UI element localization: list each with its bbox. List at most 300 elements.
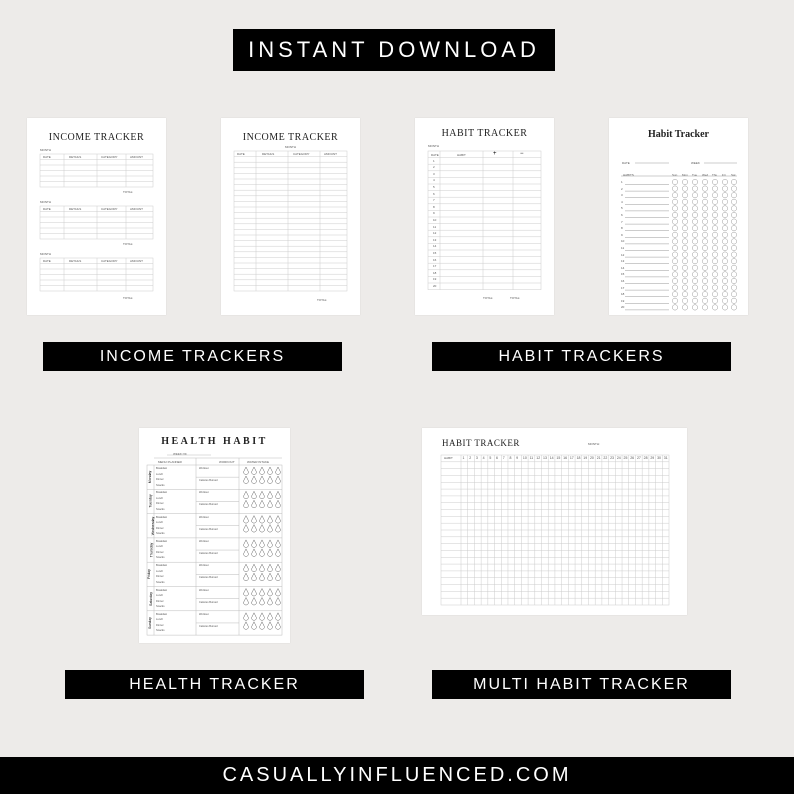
total-label-2: TOTAL: (123, 242, 134, 246)
water-drop-icon (276, 491, 281, 499)
habit-check-circle (731, 265, 736, 270)
page-title: INCOME TRACKER (48, 132, 145, 143)
habit-check-circle (731, 206, 736, 211)
habit-check-circle (712, 179, 717, 184)
meal-label: Snacks (156, 580, 165, 584)
day-number: 17 (569, 456, 574, 460)
habit-check-circle (682, 219, 687, 224)
habit-check-circle (682, 212, 687, 217)
day-number: 22 (603, 456, 608, 460)
habit-check-circle (692, 212, 697, 217)
habit-check-circle (702, 292, 707, 297)
water-drop-icon (252, 622, 257, 630)
water-drop-icon (260, 516, 265, 524)
habit-check-circle (712, 226, 717, 231)
day-label: Wednesday (151, 516, 156, 535)
habit-check-circle (672, 199, 677, 204)
habit-check-circle (731, 245, 736, 250)
habit-check-circle (682, 278, 687, 283)
habit-check-circle (672, 232, 677, 237)
water-drop-icon (244, 525, 249, 533)
habit-check-circle (722, 239, 727, 244)
water-drop-icon (260, 525, 265, 533)
meal-label: Lunch (156, 594, 164, 597)
habit-check-circle (712, 232, 717, 237)
day-number: 11 (433, 224, 437, 229)
habit-check-circle (702, 179, 707, 184)
habit-check-circle (682, 265, 687, 270)
water-drop-icon (252, 540, 257, 548)
banner-title: INSTANT DOWNLOAD (248, 37, 540, 62)
water-drop-icon (268, 491, 273, 499)
month-label-3: MONTH (40, 252, 51, 256)
col-date-2: DATE (43, 207, 51, 211)
water-drop-icon (252, 573, 257, 581)
day-number: 29 (650, 456, 655, 460)
month-label-2: MONTH (40, 200, 51, 204)
water-drop-icon (260, 549, 265, 557)
day-number: 26 (630, 456, 635, 460)
habit-check-circle (672, 298, 677, 303)
habit-check-circle (682, 199, 687, 204)
habit-check-circle (712, 252, 717, 257)
water-drop-icon (276, 525, 281, 533)
water-drop-icon (260, 476, 265, 484)
habit-check-circle (682, 292, 687, 297)
water-drop-icon (260, 589, 265, 597)
habit-check-circle (731, 199, 736, 204)
meal-label: Breakfast (156, 467, 167, 470)
water-drop-icon (268, 549, 273, 557)
meal-label: Snacks (156, 532, 165, 536)
habit-check-circle (712, 239, 717, 244)
habit-check-circle (722, 193, 727, 198)
footer-site: CASUALLYINFLUENCED.COM (222, 764, 572, 786)
day-number: 9 (516, 456, 519, 460)
water-drop-icon (268, 613, 273, 621)
meal-label: Breakfast (156, 515, 167, 519)
habit-check-circle (672, 292, 677, 297)
habit-check-circle (722, 199, 727, 204)
health-tracker-label (65, 670, 364, 699)
day-number: 6 (496, 456, 498, 460)
habit-check-circle (712, 212, 717, 217)
col-details: DETAILS (69, 155, 82, 159)
meal-label: Dinner (156, 502, 164, 506)
month-label: MONTH (428, 144, 439, 148)
water-drop-icon (268, 540, 273, 548)
habit-check-circle (672, 252, 677, 257)
habit-check-circle (722, 272, 727, 277)
water-drop-icon (244, 598, 249, 606)
habit-check-circle (731, 252, 736, 257)
day-number: 17 (433, 264, 437, 269)
week-label: WEEK (691, 161, 700, 165)
page-title: HEALTH HABIT (161, 436, 268, 447)
habit-check-circle (672, 305, 677, 310)
habit-check-circle (692, 259, 697, 264)
habit-check-circle (731, 226, 736, 231)
habit-check-circle (731, 305, 736, 310)
water-drop-icon (268, 516, 273, 524)
habit-check-circle (731, 292, 736, 297)
row-number: 8 (621, 226, 623, 231)
income-trackers-label (43, 342, 342, 371)
habit-check-circle (682, 252, 687, 257)
habit-check-circle (712, 245, 717, 250)
workout-label: Workout (199, 539, 209, 543)
habit-check-circle (722, 206, 727, 211)
meal-label: Snacks (156, 483, 165, 487)
row-number: 2 (621, 186, 623, 191)
habit-tracker-preview-1 (415, 118, 554, 315)
habit-check-circle (682, 285, 687, 290)
meal-label: Breakfast (156, 564, 167, 568)
meal-label: Breakfast (156, 588, 167, 592)
day-number: 23 (610, 456, 615, 460)
weekday-label: Fri (722, 173, 726, 177)
habit-check-circle (682, 272, 687, 277)
habit-check-circle (672, 272, 677, 277)
habit-check-circle (731, 212, 736, 217)
col-category: CATEGORY (101, 155, 118, 159)
habit-check-circle (731, 272, 736, 277)
page-title: HABIT TRACKER (441, 128, 528, 139)
habit-check-circle (722, 219, 727, 224)
col-details: DETAILS (262, 152, 275, 156)
habit-check-circle (712, 259, 717, 264)
day-number: 4 (482, 456, 485, 460)
minus-icon: − (520, 151, 524, 157)
water-drop-icon (276, 613, 281, 621)
meal-label: Breakfast (156, 539, 167, 543)
page-title: HABIT TRACKER (442, 438, 520, 448)
habit-check-circle (692, 179, 697, 184)
row-number: 3 (621, 193, 623, 198)
habit-check-circle (702, 245, 707, 250)
water-drop-icon (244, 622, 249, 630)
total-label: TOTAL: (317, 298, 328, 302)
row-number: 16 (621, 279, 625, 283)
day-number: 11 (529, 456, 534, 460)
water-drop-icon (252, 467, 257, 475)
water-drop-icon (268, 476, 273, 484)
row-number: 6 (621, 213, 623, 217)
habit-check-circle (692, 199, 697, 204)
habit-check-circle (712, 298, 717, 303)
water-drop-icon (260, 500, 265, 508)
habit-check-circle (692, 272, 697, 277)
day-number: 20 (589, 456, 594, 460)
habit-check-circle (731, 298, 736, 303)
habit-check-circle (722, 292, 727, 297)
habit-check-circle (722, 305, 727, 310)
day-number: 1 (462, 456, 465, 460)
calories-label: Calories Burned (199, 552, 218, 556)
habit-check-circle (702, 199, 707, 204)
water-drop-icon (244, 491, 249, 499)
weekday-label: Mon (682, 173, 688, 177)
col-workout: WORKOUT (219, 460, 235, 464)
habit-check-circle (731, 219, 736, 224)
habit-check-circle (682, 298, 687, 303)
day-number: 9 (433, 211, 435, 216)
habit-check-circle (731, 193, 736, 198)
habit-check-circle (722, 179, 727, 184)
day-number: 27 (636, 456, 641, 460)
habit-check-circle (731, 259, 736, 264)
day-number: 15 (433, 251, 437, 255)
habit-check-circle (722, 278, 727, 283)
water-drop-icon (268, 525, 273, 533)
workout-label: Workout (199, 491, 209, 495)
water-drop-icon (276, 622, 281, 630)
water-drop-icon (244, 549, 249, 557)
day-number: 10 (433, 218, 437, 222)
col-habit: HABIT (457, 153, 466, 157)
habit-check-circle (702, 278, 707, 283)
water-drop-icon (252, 491, 257, 499)
water-drop-icon (276, 598, 281, 606)
date-label: DATE (622, 161, 630, 165)
weekday-label: Tue (692, 173, 698, 177)
water-drop-icon (276, 549, 281, 557)
multi-habit-tracker-label (432, 670, 731, 699)
row-number: 11 (621, 246, 625, 250)
habits-label: HABITS (623, 173, 634, 177)
habit-check-circle (672, 193, 677, 198)
water-drop-icon (276, 467, 281, 475)
habit-check-circle (702, 298, 707, 303)
day-number: 5 (489, 456, 492, 460)
col-amount-2: AMOUNT (130, 207, 143, 211)
workout-label: Workout (199, 612, 209, 616)
day-label: Friday (146, 569, 151, 580)
day-number: 13 (543, 456, 547, 460)
day-number: 14 (433, 244, 437, 249)
water-drop-icon (268, 598, 273, 606)
month-label: MONTH (40, 148, 51, 152)
habit-check-circle (692, 292, 697, 297)
health-grid (139, 428, 290, 643)
meal-label: Lunch (156, 521, 164, 525)
day-number: 8 (433, 204, 435, 209)
water-drop-icon (252, 613, 257, 621)
meal-label: Lunch (156, 496, 164, 500)
month-label: MONTH: (588, 442, 600, 446)
total-minus: TOTAL: (510, 296, 521, 300)
habit-check-circle (672, 239, 677, 244)
habit-check-circle (731, 285, 736, 290)
page-title: Habit Tracker (647, 129, 709, 140)
meal-label: Lunch (156, 472, 164, 476)
water-drop-icon (268, 573, 273, 581)
day-number: 6 (433, 191, 435, 196)
water-drop-icon (268, 589, 273, 597)
row-number: 5 (621, 206, 623, 211)
day-number: 20 (433, 284, 437, 288)
workout-label: Workout (199, 467, 209, 470)
water-drop-icon (244, 516, 249, 524)
meal-label: Dinner (156, 575, 164, 579)
habit-check-circle (682, 186, 687, 191)
water-drop-icon (276, 589, 281, 597)
habit-check-circle (672, 245, 677, 250)
row-number: 19 (621, 298, 625, 303)
day-number: 7 (502, 456, 505, 460)
habit-check-circle (731, 232, 736, 237)
habit-check-circle (702, 239, 707, 244)
day-number: 18 (433, 270, 437, 275)
habit-check-circle (682, 245, 687, 250)
water-drop-icon (276, 476, 281, 484)
habit-check-circle (702, 285, 707, 290)
total-plus: TOTAL: (483, 296, 494, 300)
income-trackers-text: INCOME TRACKERS (99, 347, 286, 365)
water-drop-icon (244, 589, 249, 597)
habit-check-circle (692, 206, 697, 211)
row-number: 17 (621, 285, 625, 290)
multi-habit-tracker-text: MULTI HABIT TRACKER (473, 675, 690, 693)
workout-label: Workout (199, 564, 209, 568)
habit-check-circle (731, 179, 736, 184)
day-number: 16 (563, 456, 568, 460)
grid-box (234, 151, 347, 291)
habit-check-circle (682, 232, 687, 237)
meal-label: Snacks (156, 556, 165, 560)
meal-label: Lunch (156, 569, 164, 573)
day-label: Monday (148, 470, 153, 484)
day-label: Sunday (147, 616, 152, 629)
habit-tracker-preview-2 (609, 118, 748, 315)
habit-check-circle (682, 179, 687, 184)
habit-check-circle (692, 193, 697, 198)
habit-check-circle (722, 298, 727, 303)
habit-check-circle (702, 219, 707, 224)
water-drop-icon (276, 500, 281, 508)
habit-circles-grid (609, 118, 748, 315)
day-number: 18 (576, 456, 581, 460)
day-number: 7 (433, 198, 435, 203)
row-number: 14 (621, 265, 625, 270)
col-amount-3: AMOUNT (130, 259, 143, 263)
water-drop-icon (244, 476, 249, 484)
habit-check-circle (702, 272, 707, 277)
day-number: 1 (433, 158, 435, 163)
habit-check-circle (682, 259, 687, 264)
habit-check-circle (692, 245, 697, 250)
instant-download-banner (233, 29, 555, 71)
day-number: 12 (536, 456, 541, 460)
month-label: MONTH (285, 145, 296, 149)
col-amount: AMOUNT (130, 155, 143, 159)
total-label: TOTAL: (123, 190, 134, 194)
day-number: 25 (623, 456, 628, 460)
habit-check-circle (712, 292, 717, 297)
water-drop-icon (244, 500, 249, 508)
habit-check-circle (672, 206, 677, 211)
water-drop-icon (276, 573, 281, 581)
total-label-3: TOTAL: (123, 296, 134, 300)
habit-check-circle (672, 179, 677, 184)
habit-check-circle (712, 193, 717, 198)
habit-check-circle (672, 186, 677, 191)
habit-check-circle (712, 265, 717, 270)
water-drop-icon (244, 540, 249, 548)
day-number: 30 (657, 456, 661, 460)
habit-check-circle (692, 265, 697, 270)
water-drop-icon (260, 598, 265, 606)
habit-check-circle (722, 245, 727, 250)
meal-label: Lunch (156, 545, 164, 549)
meal-label: Dinner (156, 550, 164, 554)
habit-check-circle (731, 278, 736, 283)
water-drop-icon (252, 516, 257, 524)
water-drop-icon (252, 598, 257, 606)
meal-label: Lunch (156, 618, 164, 622)
meal-label: Dinner (156, 599, 164, 603)
day-label: Saturday (149, 591, 154, 606)
day-number: 19 (433, 277, 437, 282)
habit-trackers-label (432, 342, 731, 371)
page-title: INCOME TRACKER (242, 132, 339, 143)
col-amount: AMOUNT (324, 152, 337, 156)
weekday-label: Wed (702, 173, 709, 177)
habit-check-circle (692, 219, 697, 224)
col-date: DATE (431, 153, 439, 157)
habit-check-circle (712, 199, 717, 204)
water-drop-icon (244, 467, 249, 475)
habit-check-circle (672, 226, 677, 231)
habit-check-circle (722, 212, 727, 217)
row-number: 10 (621, 239, 625, 244)
workout-label: Workout (199, 588, 209, 592)
habit-check-circle (692, 298, 697, 303)
water-drop-icon (260, 491, 265, 499)
day-number: 19 (583, 456, 588, 460)
habit-check-circle (702, 186, 707, 191)
row-number: 1 (621, 180, 623, 184)
col-details-2: DETAILS (69, 207, 82, 211)
habit-check-circle (672, 259, 677, 264)
day-number: 3 (433, 171, 435, 176)
habit-check-circle (702, 265, 707, 270)
habit-check-circle (702, 193, 707, 198)
habit-check-circle (692, 232, 697, 237)
water-drop-icon (252, 525, 257, 533)
col-date: DATE (237, 152, 245, 156)
habit-check-circle (722, 252, 727, 257)
water-drop-icon (268, 467, 273, 475)
row-number: 12 (621, 252, 625, 257)
water-drop-icon (252, 549, 257, 557)
col-menu-planner: MENU PLANNER (158, 460, 182, 464)
calories-label: Calories Burned (199, 503, 218, 507)
calories-label: Calories Burned (199, 527, 218, 531)
habit-check-circle (682, 193, 687, 198)
row-number: 13 (621, 259, 625, 264)
day-number: 10 (522, 456, 527, 460)
habit-check-circle (672, 278, 677, 283)
habit-check-circle (672, 219, 677, 224)
plus-icon: + (493, 151, 497, 157)
habit-check-circle (722, 226, 727, 231)
footer-bar (0, 757, 794, 794)
habit-check-circle (722, 186, 727, 191)
habit-check-circle (702, 226, 707, 231)
health-habit-preview (139, 428, 290, 643)
water-drop-icon (252, 476, 257, 484)
